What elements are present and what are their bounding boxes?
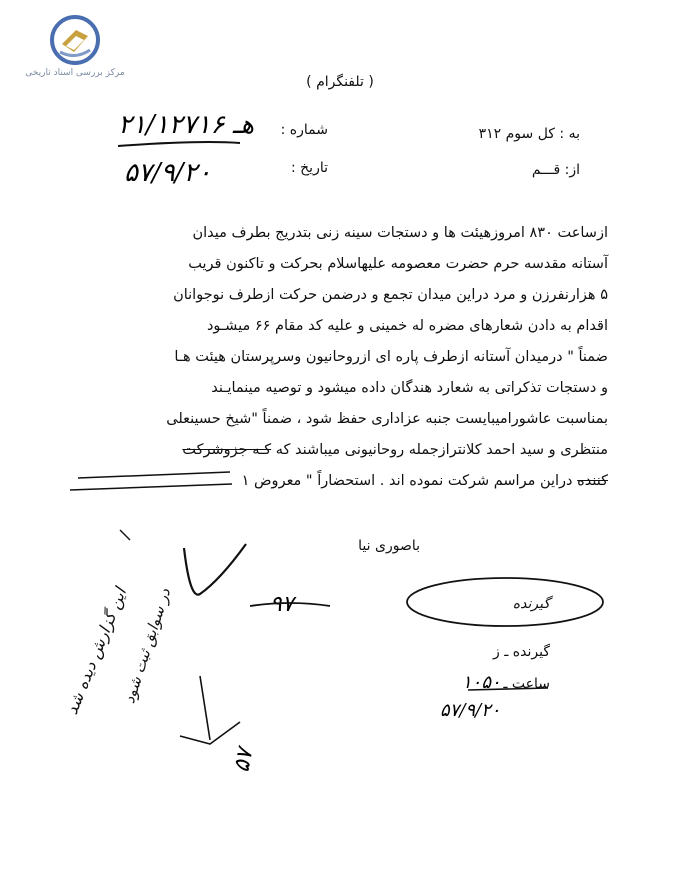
closing-mark: ۱ xyxy=(241,473,250,489)
number-label: شماره : xyxy=(280,122,328,138)
footer-date: ۵۷/۹/۲۰ xyxy=(440,700,501,721)
body-line-text: منتظری و سید احمد کلانترازجمله روحانیونی میباشند که xyxy=(275,442,608,458)
body-line: ضمناً " درمیدان آستانه ازطرف پاره ای ازروحانیون وسرپرستان هیئت هـا xyxy=(174,349,608,365)
margin-cross-stroke xyxy=(180,722,240,744)
date-label: تاریخ : xyxy=(290,160,328,176)
body-line-text: دراین مراسم شرکت نموده اند . استحضاراً " معروض xyxy=(254,473,573,489)
signature-stroke xyxy=(250,603,330,606)
sender-signoff: گیرنده xyxy=(512,596,550,612)
margin-note-secondary: در سوابق ثبت شود xyxy=(120,586,175,706)
strike-mark xyxy=(70,484,232,490)
time-label: ساعت ـ xyxy=(503,676,550,692)
signoff-oval xyxy=(407,578,603,626)
body-line: اقدام به دادن شعارهای مضره له خمینی و علیه کد مقام ۶۶ میشـود xyxy=(206,318,608,334)
checkmark-signature xyxy=(184,544,246,595)
body-line: آستانه مقدسه حرم حضرت معصومه علیهاسلام بحرکت و تاکنون قریب xyxy=(188,256,608,272)
body-line: بمناسبت عاشورامیبایست جنبه عزاداری حفظ شود ، ضمناً "شیخ حسینعلی xyxy=(166,411,608,427)
body-line: ازساعت ۸۳۰ امروزهیئت ها و دستجات سینه زنی بتدریج بطرف میدان xyxy=(192,225,608,241)
margin-note-primary: این گزارش دیده شد xyxy=(62,585,131,718)
body-line: و دستجات تذکراتی به شعارد هندگان داده میشود و توصیه مینمایـند xyxy=(211,380,608,396)
small-tick xyxy=(120,530,130,540)
margin-stroke xyxy=(200,676,210,740)
number-underline xyxy=(118,142,240,146)
sender-field: از: قـــم xyxy=(531,162,580,178)
margin-number: ۵۷ xyxy=(229,746,259,775)
archive-caption: مرکز بررسی اسناد تاریخی xyxy=(25,68,125,78)
date-value: ۵۷/۹/۲۰ xyxy=(124,158,212,188)
number-value: ۲۱/۱۲۷۱۶ هـ xyxy=(118,110,255,140)
document-title: ( تلفنگرام ) xyxy=(306,74,374,90)
body-line: ۵ هزارنفرزن و مرد دراین میدان تجمع و درضمن حرکت ازطرف نوجوانان xyxy=(173,287,608,303)
struck-text: کـه جزوشرکت xyxy=(182,442,272,458)
recipient-field: به : کل سوم ۳۱۲ xyxy=(478,126,580,142)
time-value: ۱۰۵۰ xyxy=(462,672,501,693)
signature-name: باصوری نیا xyxy=(358,538,420,554)
struck-text: کننده xyxy=(577,473,608,489)
hand-number: ۹۷ xyxy=(270,592,294,617)
time-underline xyxy=(468,688,548,690)
strike-mark xyxy=(78,472,230,478)
receiver-field: گیرنده ـ ز xyxy=(493,644,550,660)
